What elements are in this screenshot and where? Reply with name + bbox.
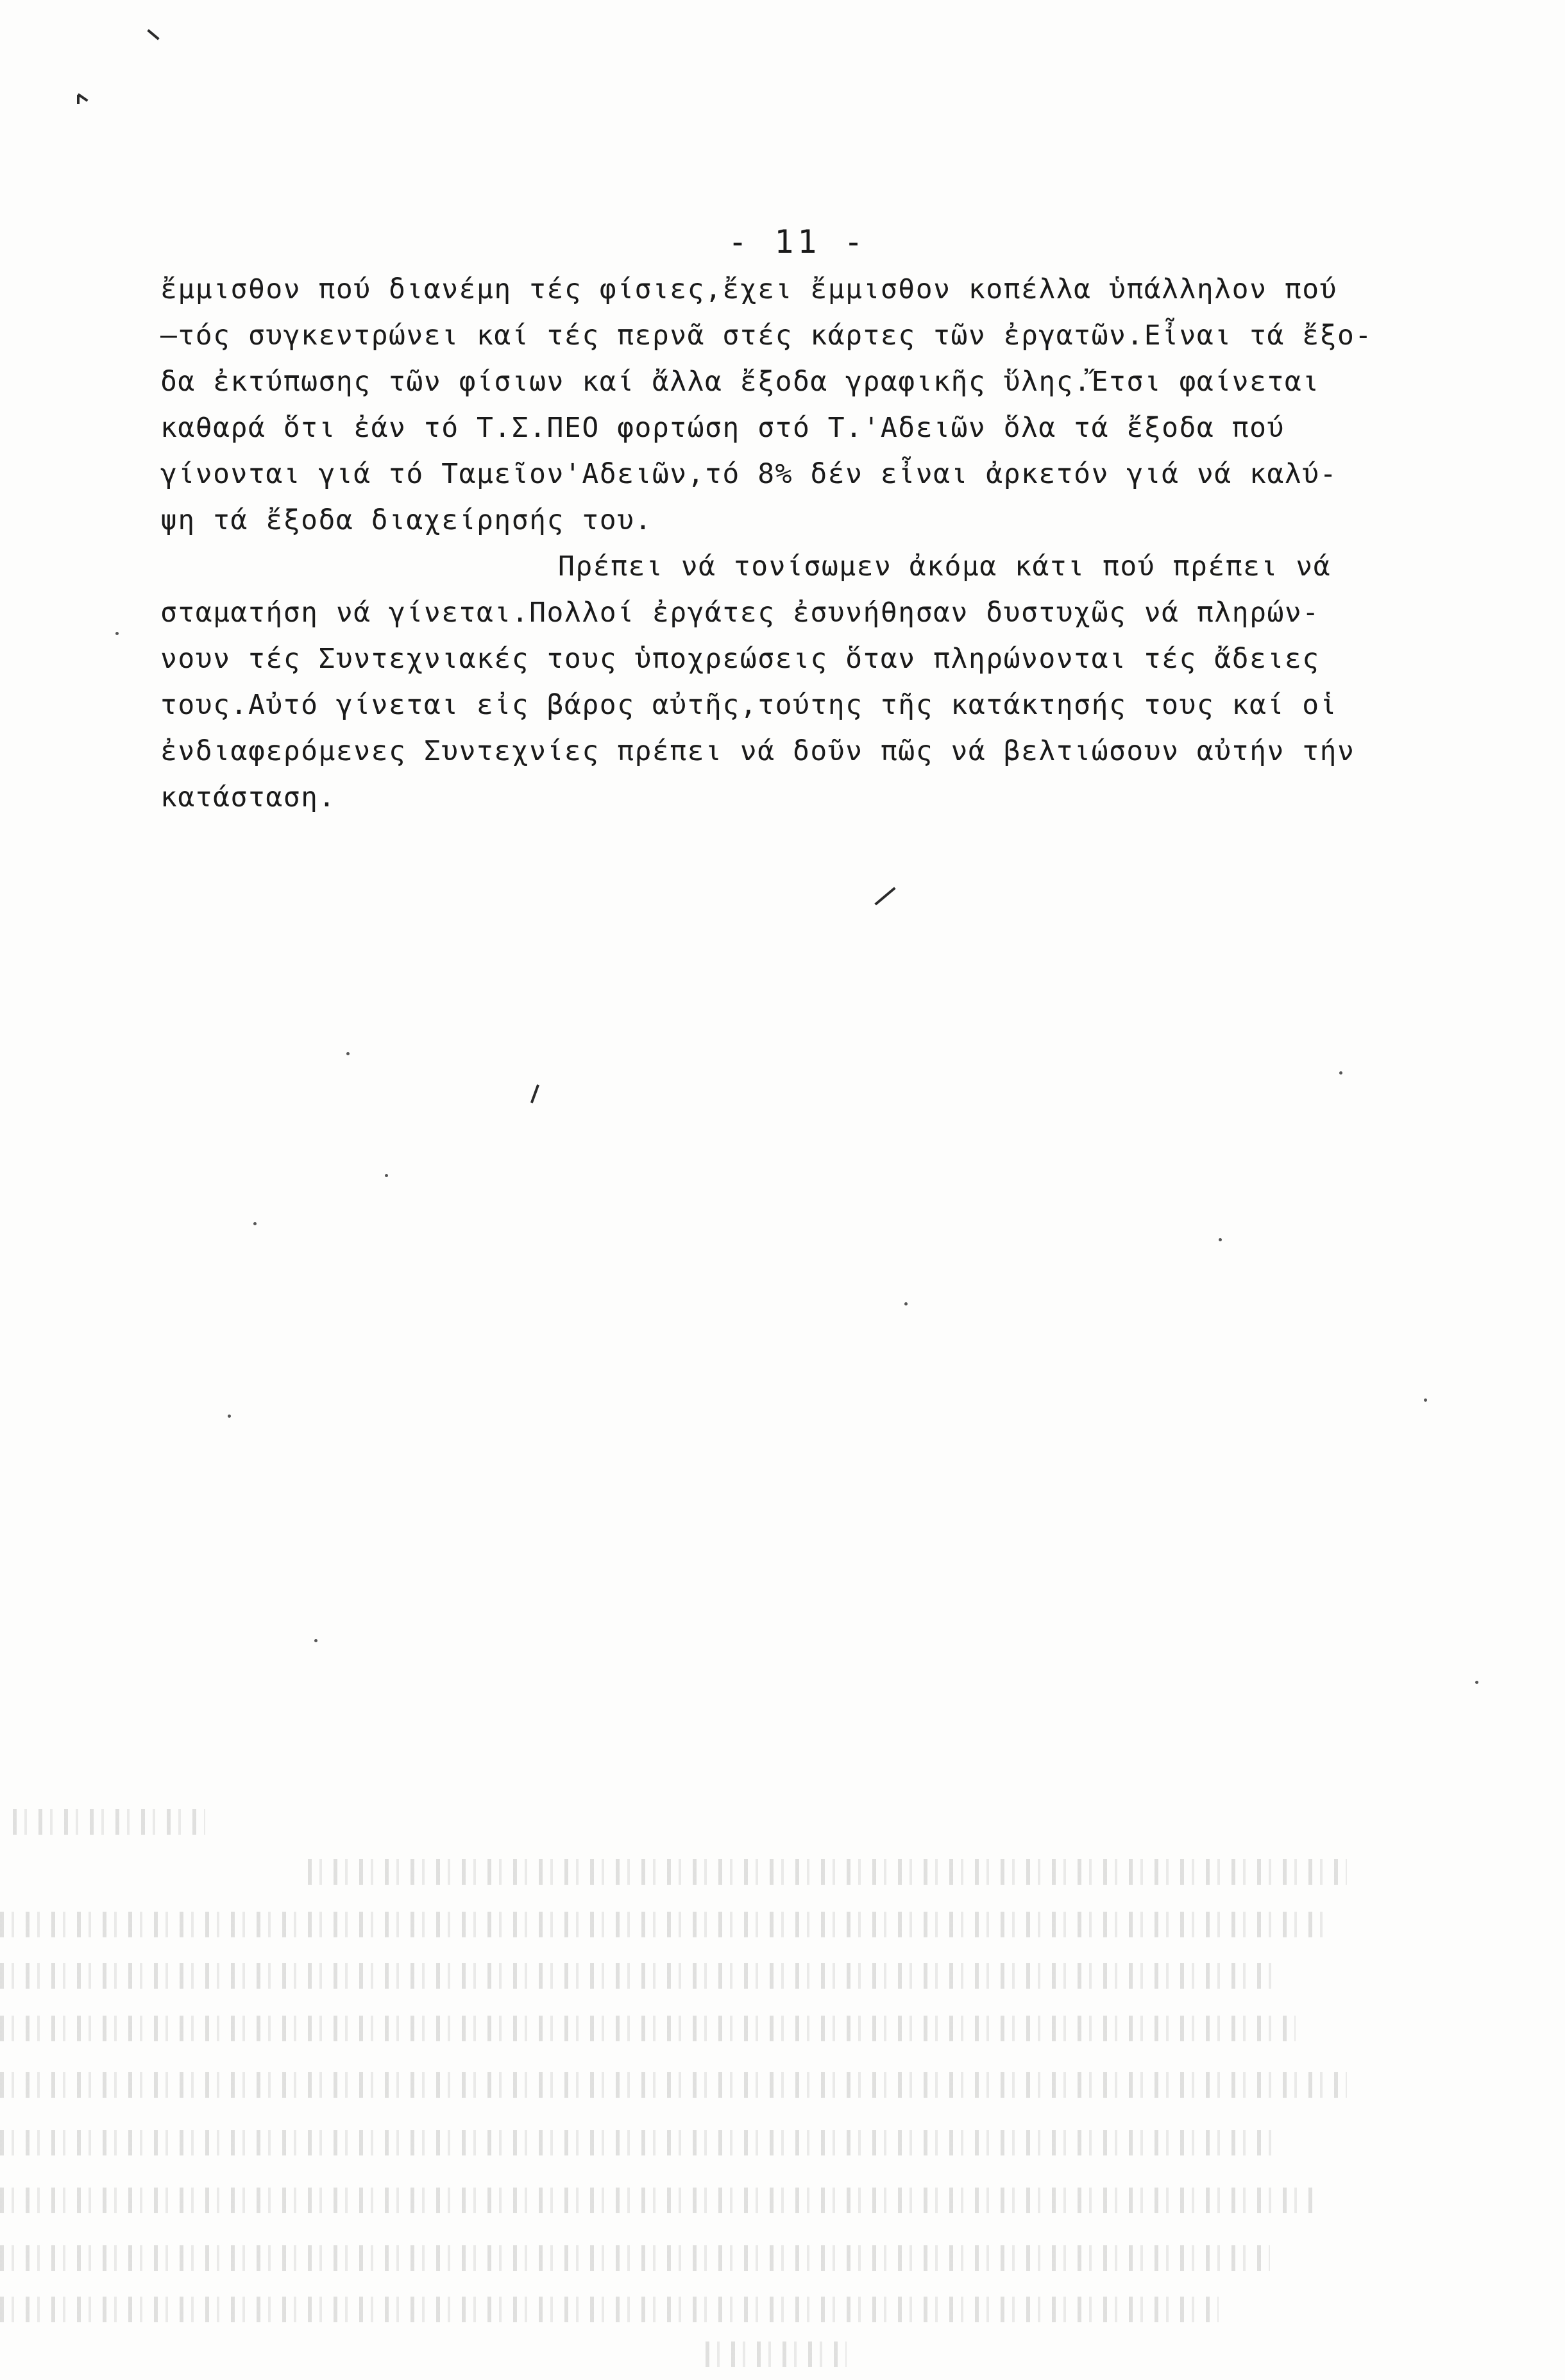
scan-mark [874,887,895,906]
text-line: ἐνδιαφερόμενες Συντεχνίες πρέπει νά δοῦν πῶς νά βελτιώσουν αὐτήν τήν [160,735,1355,767]
bleed-through-line [0,1963,1283,1989]
scan-speck [346,1052,350,1055]
text-line: δα ἐκτύπωσης τῶν φίσιων καί ἄλλα ἔξοδα γραφικῆς ὕλης.Ἔτσι φαίνεται [160,366,1320,398]
bleed-through-line [13,1809,205,1835]
bleed-through-line [0,2188,1315,2213]
scan-speck [1219,1238,1222,1241]
text-line: σταματήση νά γίνεται.Πολλοί ἐργάτες ἐσυνήθησαν δυστυχῶς νά πληρών- [160,597,1320,629]
text-line: νουν τές Συντεχνιακές τους ὑποχρεώσεις ὅταν πληρώνονται τές ἄδειες [160,643,1320,675]
text-line: Πρέπει νά τονίσωμεν ἀκόμα κάτι πού πρέπει νά [558,550,1332,582]
text-line: γίνονται γιά τό Ταμεῖον'Αδειῶν,τό 8% δέν εἶναι ἀρκετόν γιά νά καλύ- [160,458,1338,490]
scan-speck [115,632,119,635]
bleed-through-line [0,1912,1334,1937]
scan-speck [228,1415,231,1418]
bleed-through-line [706,2342,847,2367]
bleed-through-line [0,2072,1347,2098]
scan-mark [147,29,159,40]
scan-speck [253,1222,257,1225]
text-line: καθαρά ὅτι ἐάν τό Τ.Σ.ΠΕΟ φορτώση στό Τ.'Αδειῶν ὅλα τά ἔξοδα πού [160,412,1285,444]
scan-speck [1475,1681,1478,1684]
text-line: κατάσταση. [160,781,336,813]
bleed-through-area [0,1783,1565,2380]
text-line: τους.Αὐτό γίνεται εἰς βάρος αὐτῆς,τούτης τῆς κατάκτησής τους καί οἱ [160,689,1338,721]
scan-speck [385,1174,388,1177]
page-number: - 11 - [728,223,867,260]
scan-speck [1424,1398,1427,1402]
text-line: —τός συγκεντρώνει καί τές περνᾶ στές κάρτες τῶν ἐργατῶν.Εἶναι τά ἔξο- [160,319,1373,352]
document-body [160,266,1482,820]
scan-speck [314,1639,317,1642]
bleed-through-line [0,2130,1283,2155]
scan-speck [904,1302,908,1305]
bleed-through-line [0,2016,1296,2041]
scan-mark [530,1084,539,1103]
bleed-through-line [0,2297,1219,2322]
bleed-through-line [0,2245,1270,2271]
text-line: ψη τά ἔξοδα διαχείρησής του. [160,504,652,536]
text-line: ἔμμισθον πού διανέμη τές φίσιες,ἔχει ἔμμισθον κοπέλλα ὑπάλληλον πού [160,273,1338,305]
scan-speck [1339,1071,1342,1075]
bleed-through-line [308,1859,1347,1885]
